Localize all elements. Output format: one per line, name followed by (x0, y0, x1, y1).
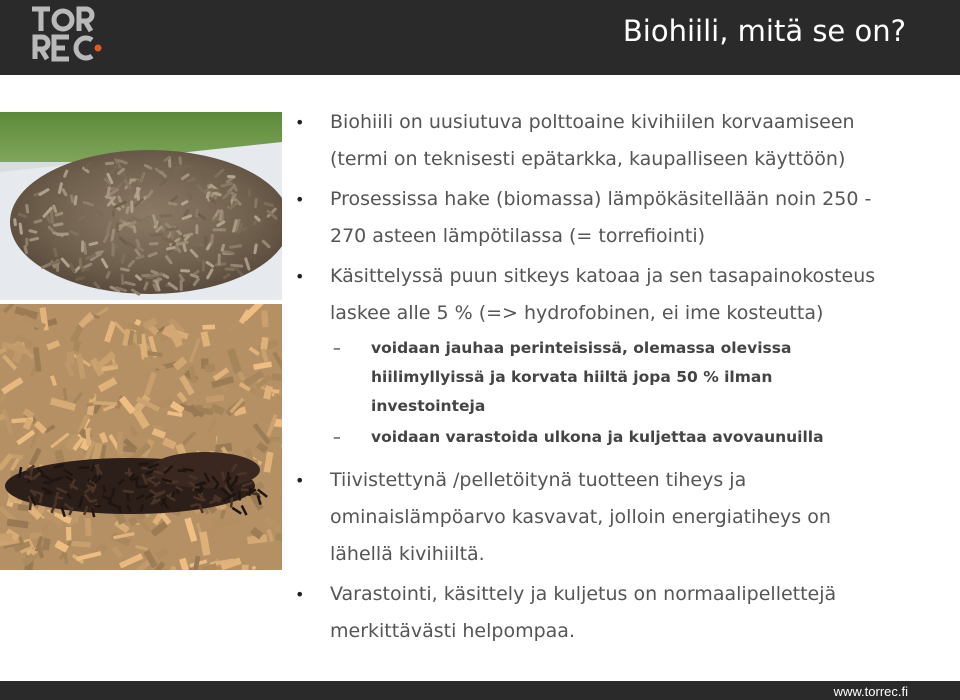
bullet-text: Varastointi, käsittely ja kuljetus on normaalipellettejä (330, 583, 837, 605)
bullet-icon: • (295, 585, 305, 604)
sub-list-item (292, 334, 892, 421)
pellet-texture (149, 242, 159, 245)
wood-chip-texture (67, 352, 75, 365)
pellet-texture (121, 274, 124, 285)
header-bar (0, 0, 960, 75)
pellet-texture (79, 258, 82, 268)
pellet-texture (81, 240, 84, 252)
bullet-text: (termi on teknisesti epätarkka, kaupalliseen käyttöön) (330, 148, 846, 170)
bullet-text: Tiivistettynä /pelletöitynä tuotteen tiheys ja (330, 469, 747, 491)
pellet-texture (105, 162, 114, 166)
footer-bar (0, 681, 960, 700)
biochar-pellet-texture (78, 466, 89, 469)
list-item (292, 576, 892, 650)
biochar-pellet-texture (241, 488, 249, 491)
bullet-icon: • (295, 113, 305, 132)
wood-chip-texture (269, 437, 280, 442)
sub-bullet-text: voidaan varastoida ulkona ja kuljettaa avovaunuilla (371, 428, 824, 446)
wood-chip-texture (0, 533, 12, 541)
pellet-texture (213, 228, 226, 231)
sub-bullet-text: voidaan jauhaa perinteisissä, olemassa olevissa (371, 339, 792, 357)
pellet-texture (204, 236, 207, 245)
biochar-pellet-texture (128, 468, 131, 476)
wood-chip-texture (202, 324, 215, 329)
dash-icon: – (333, 339, 341, 357)
bullet-text: 270 asteen lämpötilassa (= torrefiointi) (330, 225, 706, 247)
wood-chip-texture (117, 432, 123, 455)
list-item (292, 258, 892, 332)
bullet-icon: • (295, 267, 305, 286)
bullet-text: ominaislämpöarvo kasvavat, jolloin energiatiheys on (330, 506, 831, 528)
bullet-text: merkittävästi helpompaa. (330, 620, 575, 642)
biochar-pellet-texture (44, 481, 51, 484)
bullet-text: laskee alle 5 % (=> hydrofobinen, ei ime kosteutta) (330, 302, 824, 324)
biochar-pellet-texture (227, 472, 230, 482)
wood-chip-texture (261, 310, 268, 327)
pellet-texture (130, 200, 133, 212)
sub-bullet-text: hiilimyllyissä ja korvata hiiltä jopa 50 % ilman investointeja (371, 368, 773, 415)
biochar-pellet-texture (94, 505, 101, 508)
bullet-text: Prosessissa hake (biomassa) lämpökäsitellään noin 250 - (330, 188, 872, 210)
pellet-texture (195, 224, 198, 234)
wood-chip-texture (215, 518, 241, 525)
sub-list-item (292, 423, 892, 452)
list-item (292, 462, 892, 573)
pellet-texture (25, 238, 28, 247)
bullet-list (292, 104, 892, 650)
pellet-texture (195, 209, 198, 218)
torrec-logo (30, 3, 110, 63)
wood-chip-texture (85, 518, 92, 536)
bullet-text: Käsittelyssä puun sitkeys katoaa ja sen tasapainokosteus (330, 265, 876, 287)
pellet-texture (56, 232, 69, 236)
page-title: Biohiili, mitä se on? (622, 14, 906, 48)
wood-chip-texture (137, 333, 142, 344)
wood-pellets-photo (0, 112, 282, 300)
pellet-texture (141, 274, 150, 277)
pellet-texture (218, 254, 221, 266)
pellet-texture (209, 189, 219, 192)
torrec-logo-graphic (30, 3, 110, 63)
pellet-texture (225, 267, 235, 271)
pellet-texture (111, 243, 114, 257)
dash-icon: – (333, 428, 341, 446)
pellet-texture (227, 175, 236, 179)
list-item (292, 181, 892, 255)
website-link[interactable]: www.torrec.fi (833, 684, 908, 699)
biochar-pellet-texture (138, 462, 148, 465)
bullet-icon: • (295, 190, 305, 209)
pellet-texture (116, 223, 119, 233)
wood-chip-texture (241, 565, 248, 570)
pellet-texture (180, 279, 183, 291)
biochar-pellet-texture (135, 479, 138, 487)
wood-chip-texture (66, 527, 72, 541)
list-item (292, 104, 892, 178)
bullet-icon: • (295, 471, 305, 490)
bullet-text: lähellä kivihiiltä. (330, 543, 485, 565)
wood-chips-biochar-photo (0, 304, 282, 570)
bullet-text: Biohiili on uusiutuva polttoaine kivihiilen korvaamiseen (330, 111, 855, 133)
